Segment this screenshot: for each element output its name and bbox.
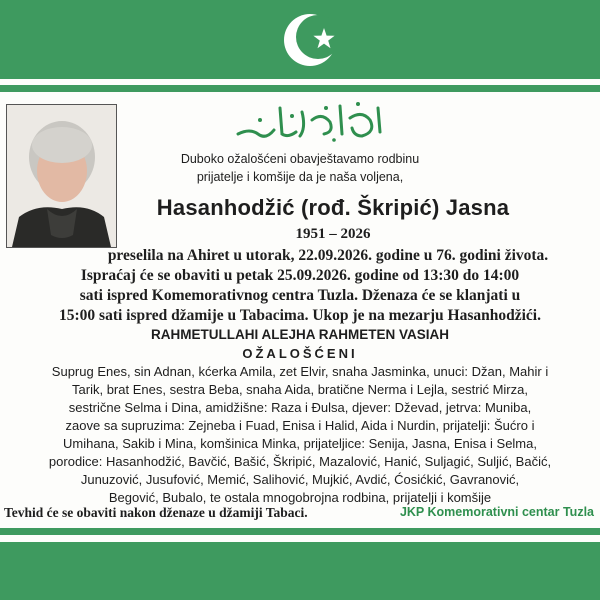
mourners-line: sestrične Selma i Dina, amidžišne: Raza i Đulsa, djever: Dževad, jetrva: Muniba, bbox=[68, 400, 532, 415]
mourners-line: Umihana, Sakib i Mina, komšinica Minka, prijateljice: Senija, Jasna, Enisa i Selma, bbox=[63, 436, 537, 451]
detail-line-1: preselila na Ahiret u utorak, 22.09.2026. godine u 76. godini života. bbox=[107, 247, 549, 264]
detail-line-3: sati ispred Komemorativnog centra Tuzla. Dženaza će se klanjati u bbox=[79, 287, 521, 304]
life-years: 1951 – 2026 bbox=[295, 226, 371, 242]
bottom-green-stripe bbox=[0, 528, 600, 535]
detail-line-2: Ispraćaj će se obaviti u petak 25.09.2026. godine od 13:30 do 14:00 bbox=[80, 267, 520, 284]
detail-line-4: 15:00 sati ispred džamije u Tabacima. Ukop je na mezarju Hasanhodžići. bbox=[59, 307, 541, 324]
tevhid-notice: Tevhid će se obaviti nakon dženaze u džamiji Tabaci. bbox=[4, 505, 308, 520]
agency-name: JKP Komemorativni centar Tuzla bbox=[399, 505, 594, 519]
arabic-calligraphy-icon bbox=[230, 98, 390, 142]
deceased-name: Hasanhodžić (rođ. Škripić) Jasna bbox=[156, 195, 510, 220]
bottom-green-band bbox=[0, 542, 600, 600]
portrait-photo bbox=[6, 104, 117, 248]
mourners-line: Tarik, brat Enes, sestra Beba, snaha Aida, bratične Nerma i Lejla, sestrić Mirza, bbox=[72, 382, 528, 397]
mourners-line: porodice: Hasanhodžić, Bavčić, Bašić, Škripić, Mazalović, Hanić, Suljagić, Suljić, Bačić, bbox=[48, 454, 552, 469]
mourners-heading: OŽALOŠĆENI bbox=[242, 346, 358, 361]
crescent-star-icon bbox=[280, 8, 344, 72]
mourners-line: zaove sa supruzima: Zejneba i Fuad, Enisa i Halid, Aida i Nurdin, prijatelji: Šućro i bbox=[65, 418, 535, 433]
mourners-line: Begović, Bubalo, te ostala mnogobrojna rodbina, prijatelji i komšije bbox=[108, 490, 492, 505]
intro-line-1: Duboko ožalošćeni obavještavamo rodbinu bbox=[180, 152, 420, 166]
top-green-stripe bbox=[0, 85, 600, 92]
mourners-line: Suprug Enes, sin Adnan, kćerka Amila, zet Elvir, snaha Jasminka, unuci: Džan, Mahir i bbox=[51, 364, 549, 379]
mourners-line: Junuzović, Jusufović, Memić, Salihović, Mujkić, Avdić, Ćosićkić, Gavranović, bbox=[80, 472, 520, 487]
intro-line-2: prijatelje i komšije da je naša voljena, bbox=[196, 170, 404, 184]
prayer-line: RAHMETULLAHI ALEJHA RAHMETEN VASIAH bbox=[151, 327, 449, 342]
